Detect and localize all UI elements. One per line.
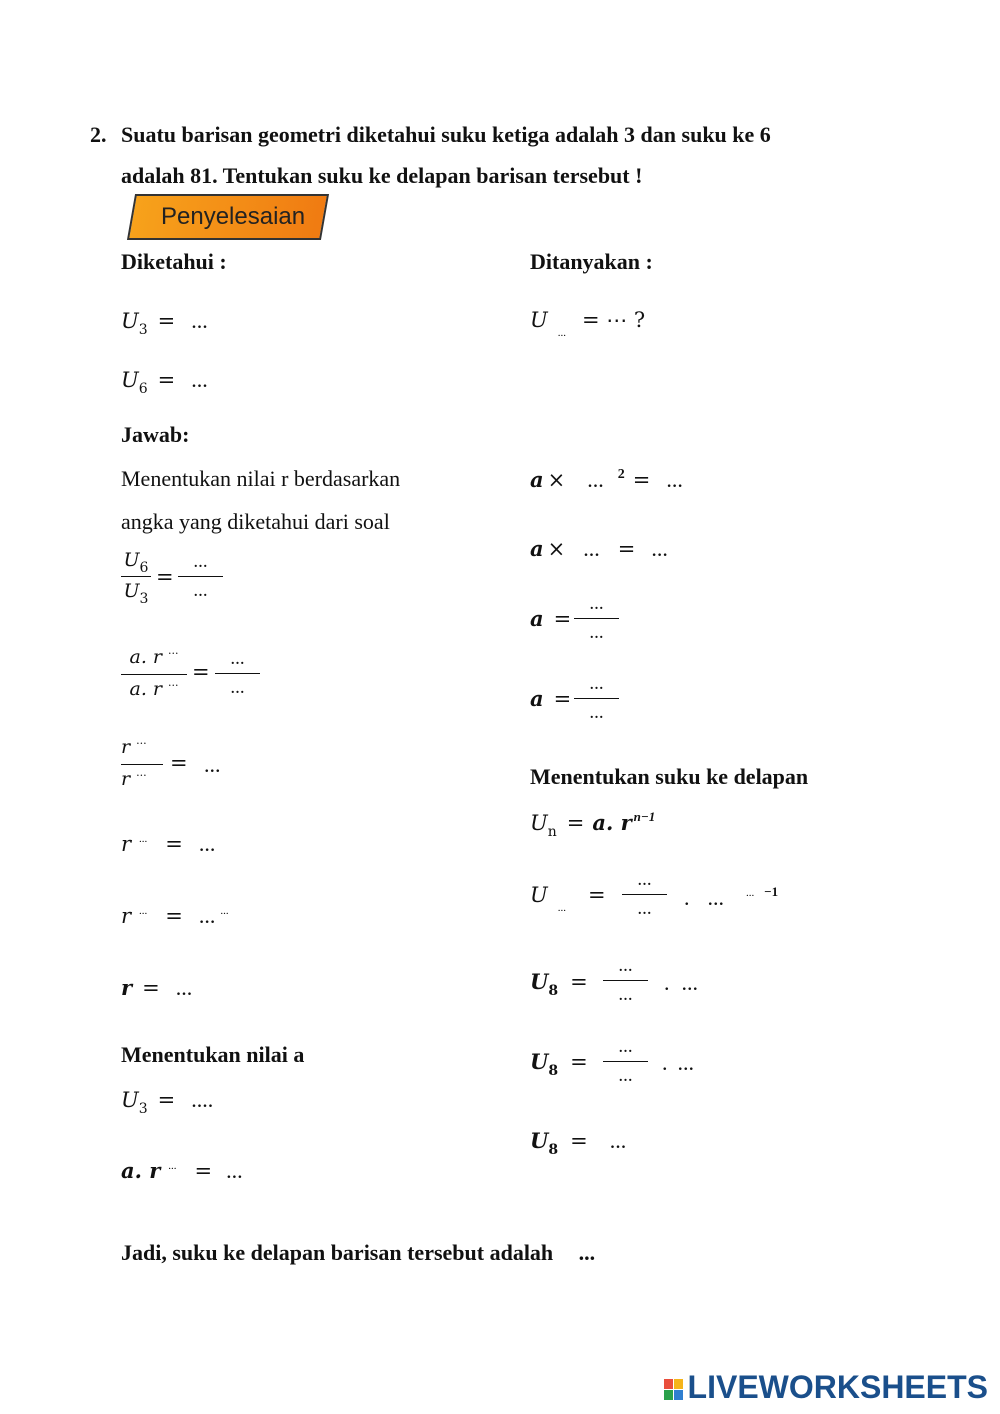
eighth-step-2-rest: . ... [664,970,698,995]
eighth-step-2-fraction: ... ... [603,952,648,1009]
answer-heading: Jawab: [121,422,190,447]
a-step-1: U3 = .... [121,1087,214,1117]
step2-rhs-fraction: ... ... [215,645,260,702]
known-u6: U6 = ... [121,367,208,397]
right-step-4-fraction: ... ... [574,670,619,727]
question-line-2: adalah 81. Tentukan suku ke delapan barisan tersebut ! [121,163,643,188]
right-step-3-lhs: a = [530,606,572,631]
step1-eq: = [156,565,174,589]
step3-eq: = [170,751,188,775]
eighth-step-4: U8 = ... [530,1128,627,1158]
right-step-1: a × ... 2 = ... [530,467,683,492]
banner-label: Penyelesaian [161,203,306,230]
asked-term: $U_{...}$ = ⋯ ? [530,308,646,339]
a-heading: Menentukan nilai a [121,1042,305,1067]
conclusion: Jadi, suku ke delapan barisan tersebut adalah ... [121,1240,596,1265]
step1-lhs-fraction: $U_6$ $U_3$ [121,546,151,607]
step3-val: ... [204,752,221,777]
a-step-2: a. r ... = ... [121,1158,243,1183]
eighth-step-1-lhs: $U_{...}$ = [530,883,606,914]
step2-lhs-fraction: a. r ... a. r ... [121,643,187,706]
solution-banner [125,190,330,242]
question-line-1: Suatu barisan geometri diketahui suku ketiga adalah 3 dan suku ke 6 [121,122,771,147]
eighth-step-2-lhs: U8 = [530,969,588,999]
step2-eq: = [192,660,210,684]
logo-icon [664,1379,684,1401]
question-number: 2. [90,122,107,147]
step4: r ... = ... [121,831,216,856]
known-heading: Diketahui : [121,249,227,274]
eighth-step-1-rest: . ... ... $^{-1}$ [684,884,779,910]
eighth-step-1-fraction: ... ... [622,866,667,923]
answer-intro-2: angka yang diketahui dari soal [121,509,390,534]
right-step-3-fraction: ... ... [574,590,619,647]
eighth-step-3-fraction: ... ... [603,1033,648,1090]
asked-heading: Ditanyakan : [530,249,653,274]
step1-rhs-fraction: ... ... [178,548,223,605]
right-step-4-lhs: a = [530,686,572,711]
eighth-step-3-lhs: U8 = [530,1049,588,1079]
step6: r = ... [121,975,193,1000]
step5: r ... = ... ... [121,903,229,928]
answer-intro-1: Menentukan nilai r berdasarkan [121,466,401,491]
general-formula: Un = a. r $^{n-1}$ [530,809,656,840]
known-u3: U3 = ... [121,308,208,338]
right-step-2: a × ... = ... [530,536,668,561]
eighth-step-3-rest: . ... [662,1050,694,1075]
eighth-heading: Menentukan suku ke delapan [530,764,809,789]
liveworksheets-logo: LIVEWORKSHEETS [664,1369,988,1406]
step3-lhs-fraction: r ... r ... [121,733,163,796]
